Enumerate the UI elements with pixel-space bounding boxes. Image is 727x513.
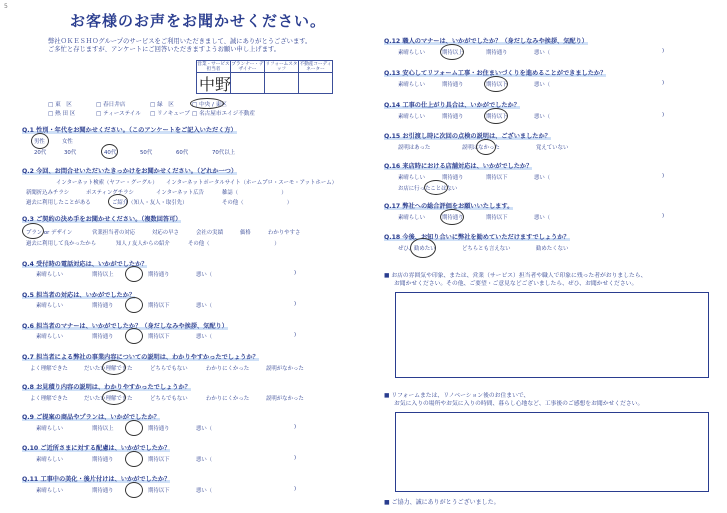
store-selection-mark	[190, 98, 224, 109]
q14-opt-4[interactable]: 悪い（	[534, 114, 551, 120]
q17-opt-2[interactable]: 期待通り	[442, 215, 464, 221]
q1-age-70s[interactable]: 70代以上	[212, 150, 236, 156]
comment-b-line-1: ■ リフォームまたは、リノベーション後のお住まいで、	[384, 393, 530, 399]
q3-opt-speed[interactable]: 対応の早さ	[152, 230, 179, 236]
q6-opt-2[interactable]: 期待通り	[92, 334, 114, 340]
q2-label: Q.2 今回、お問合せいただいたきっかけをお聞かせください。（どれか一つ）	[22, 168, 238, 175]
q11-opt-4[interactable]: 悪い（	[196, 488, 213, 494]
q1-age-20s[interactable]: 20代	[34, 150, 47, 156]
q7-opt-3[interactable]: どちらでもない	[150, 366, 188, 372]
q8-opt-3[interactable]: どちらでもない	[150, 396, 188, 402]
q7-opt-2[interactable]: だいたい理解できた	[84, 366, 133, 372]
comment-a-line-2: お聞かせください。その他、ご要望・ご意見などございましたら、ぜひ、お聞かせください。	[394, 281, 638, 287]
q3-answer-mark	[22, 223, 44, 239]
q9-opt-1[interactable]: 素晴らしい	[36, 426, 63, 432]
q6-label: Q.6 担当者のマナーは、いかがでしたか？（身だしなみや挨拶、気配り）	[22, 323, 228, 330]
q5-opt-3[interactable]: 期待以下	[148, 303, 170, 309]
q2-opt-search[interactable]: インターネット検索（ヤフー・グーグル）	[56, 180, 158, 186]
q14-close-paren: )	[662, 112, 665, 118]
q3-opt-other[interactable]: その他（ ）	[188, 241, 280, 247]
comment-b-line-2: お気に入りの場所やお気に入りの時間、暮らし心地など、工事後のご感想をお聞かせください。	[394, 401, 644, 407]
q10-opt-4[interactable]: 悪い（	[196, 457, 213, 463]
q15-opt-2[interactable]: 説明はなかった	[462, 145, 500, 151]
q8-opt-1[interactable]: よく理解できた	[30, 396, 68, 402]
q8-opt-2[interactable]: だいたい理解できた	[84, 396, 133, 402]
q3-opt-referral[interactable]: 知人 / 友人からの紹介	[116, 241, 170, 247]
q6-close-paren: )	[294, 332, 297, 338]
q10-answer-mark	[125, 451, 143, 467]
store-teastyle[interactable]: □ ティーステイル	[96, 111, 141, 117]
q1-female[interactable]: 女性	[62, 139, 73, 145]
q16-close-paren: )	[662, 173, 665, 179]
q11-opt-2[interactable]: 期待通り	[92, 488, 114, 494]
q6-opt-1[interactable]: 素晴らしい	[36, 334, 63, 340]
store-renocube[interactable]: □ リノキューブ	[150, 111, 190, 117]
q3-opt-past[interactable]: 過去に利用して良かったから	[26, 241, 97, 247]
q16-opt-3[interactable]: 期待以下	[486, 175, 508, 181]
q16-label: Q.16 来店時における店舗対応は、いかがでしたか？	[384, 163, 533, 170]
q13-opt-1[interactable]: 素晴らしい	[398, 82, 425, 88]
q8-opt-5[interactable]: 説明がなかった	[266, 396, 304, 402]
q4-opt-4[interactable]: 悪い（	[196, 272, 213, 278]
q13-label: Q.13 安心してリフォーム工事・お住まいづくりを進めることができましたか？	[384, 70, 607, 77]
intro-line-2: ご多忙と存じますが、アンケートにご回答いただきますようお願い申し上げます。	[48, 46, 281, 53]
q13-close-paren: )	[662, 80, 665, 86]
q12-close-paren: )	[662, 48, 665, 54]
q15-opt-3[interactable]: 覚えていない	[536, 145, 569, 151]
store-midori[interactable]: □ 緑 区	[150, 102, 174, 108]
q2-opt-other[interactable]: その他（ ）	[222, 200, 293, 206]
q1-label: Q.1 性別・年代をお聞かせください。（このアンケートをご記入いただく方）	[22, 127, 237, 134]
q17-close-paren: )	[662, 213, 665, 219]
q18-opt-2[interactable]: どちらとも言えない	[462, 246, 511, 252]
q14-label: Q.14 工事の仕上がり具合は、いかがでしたか？	[384, 102, 520, 109]
q2-opt-newspaper[interactable]: 新聞折込みチラシ	[26, 190, 70, 196]
staff-cell-reform[interactable]	[265, 73, 299, 94]
q18-label: Q.18 今後、お知り合いに弊社を勧めていただけますでしょうか？	[384, 234, 570, 241]
q16-opt-4[interactable]: 悪い（	[534, 175, 551, 181]
q5-opt-1[interactable]: 素晴らしい	[36, 303, 63, 309]
q10-opt-2[interactable]: 期待通り	[92, 457, 114, 463]
q9-opt-4[interactable]: 悪い（	[196, 426, 213, 432]
q7-answer-mark	[102, 360, 126, 375]
q2-answer-mark	[108, 194, 128, 209]
q11-label: Q.11 工事中の美化・後片付けは、いかがでしたか？	[22, 476, 171, 483]
q5-answer-mark	[125, 297, 143, 313]
q17-opt-1[interactable]: 素晴らしい	[398, 215, 425, 221]
q12-opt-3[interactable]: 期待通り	[486, 50, 508, 56]
staff-cell-planner[interactable]	[231, 73, 265, 94]
q9-opt-3[interactable]: 期待通り	[148, 426, 170, 432]
staff-header-sales: 営業・サービス担当者	[197, 61, 230, 72]
q3-opt-clarity[interactable]: わかりやすさ	[268, 230, 301, 236]
q18-opt-3[interactable]: 勧めたくない	[536, 246, 569, 252]
store-chuo[interactable]: □ 中央 / 東区	[192, 102, 227, 108]
q18-answer-mark	[410, 238, 436, 258]
q15-opt-1[interactable]: 説明はあった	[398, 145, 431, 151]
q10-close-paren: )	[294, 455, 297, 461]
q16-answer-mark	[424, 180, 448, 195]
q1-age-60s[interactable]: 60代	[176, 150, 189, 156]
q12-opt-1[interactable]: 素晴らしい	[398, 50, 425, 56]
store-higashi[interactable]: □ 東 区	[48, 102, 72, 108]
q3-opt-record[interactable]: 会社の実績	[196, 230, 223, 236]
q2-opt-posting[interactable]: ポスティングチラシ	[86, 190, 134, 196]
q12-label: Q.12 職人のマナーは、いかがでしたか？（身だしなみや挨拶、気配り）	[384, 38, 588, 45]
q2-opt-webad[interactable]: インターネット広告	[156, 190, 205, 196]
q4-opt-2[interactable]: 期待以上	[92, 272, 114, 278]
q6-opt-4[interactable]: 悪い（	[196, 334, 213, 340]
q14-opt-1[interactable]: 素晴らしい	[398, 114, 425, 120]
page-number: 5	[4, 3, 8, 10]
q10-label: Q.10 ご近所さまに対する配慮は、いかがでしたか？	[22, 445, 171, 452]
q11-opt-1[interactable]: 素晴らしい	[36, 488, 63, 494]
q1-age-30s[interactable]: 30代	[64, 150, 77, 156]
q13-opt-2[interactable]: 期待通り	[442, 82, 464, 88]
q8-answer-mark	[102, 390, 126, 405]
q5-close-paren: )	[294, 301, 297, 307]
q3-opt-plan[interactable]: プラン or デザイン	[26, 230, 73, 236]
q16-opt-never[interactable]: お店に行ったことはない	[398, 186, 458, 192]
q7-opt-5[interactable]: 説明がなかった	[266, 366, 304, 372]
q9-answer-mark	[125, 420, 143, 436]
q14-answer-mark	[484, 108, 508, 124]
staff-header-realestate: 不動産コーディネーター	[299, 61, 332, 72]
q1-age-mark	[101, 144, 118, 159]
q4-label: Q.4 受付時の電話対応は、いかがでしたか？	[22, 261, 148, 268]
q16-opt-2[interactable]: 期待通り	[442, 175, 464, 181]
q4-opt-1[interactable]: 素晴らしい	[36, 272, 63, 278]
q3-opt-staff[interactable]: 営業担当者の対応	[92, 230, 136, 236]
q13-answer-mark	[484, 76, 508, 92]
q11-answer-mark	[125, 482, 143, 498]
q6-answer-mark	[125, 328, 143, 344]
handwritten-staff-name: 中野	[199, 75, 232, 94]
q13-opt-4[interactable]: 悪い（	[534, 82, 551, 88]
intro-line-1: 弊社ＯＫＥＳＨＯグループのサービスをご利用いただきまして、誠にありがとうございます。	[48, 38, 312, 45]
q15-answer-mark	[476, 139, 496, 155]
q4-answer-mark	[125, 266, 143, 282]
q17-label: Q.17 弊社への総合評価をお願いいたします。	[384, 203, 514, 210]
q8-label: Q.8 お見積り内容の説明は、わかりやすかったでしょうか？	[22, 384, 191, 391]
q10-opt-3[interactable]: 期待以下	[148, 457, 170, 463]
store-atsuta[interactable]: □ 熱 田 区	[48, 111, 76, 117]
footer-thanks: ■ ご協力、誠にありがとうございました。	[384, 499, 500, 506]
q2-opt-magazine[interactable]: 雑誌（ ）	[222, 190, 287, 196]
q17-opt-3[interactable]: 期待以下	[486, 215, 508, 221]
q7-opt-4[interactable]: わかりにくかった	[206, 366, 250, 372]
q9-opt-2[interactable]: 期待以上	[92, 426, 114, 432]
q3-label: Q.3 ご契約の決め手をお聞かせください。（複数回答可）	[22, 216, 182, 223]
q18-opt-1[interactable]: ぜひ、勧めたい	[398, 246, 436, 252]
q16-opt-1[interactable]: 素晴らしい	[398, 175, 425, 181]
q1-gender-mark	[31, 133, 49, 149]
comment-a-box[interactable]	[395, 292, 709, 378]
q5-label: Q.5 担当者の対応は、いかがでしたか？	[22, 292, 136, 299]
comment-a-line-1: ■ お店の雰囲気や印象、または、営業（サービス）担当者や職人で印象に残った者がおりましたら、	[384, 273, 647, 279]
store-kasugai[interactable]: □ 春日井店	[96, 102, 126, 108]
q14-opt-3[interactable]: 期待以下	[486, 114, 508, 120]
q3-opt-price[interactable]: 価格	[240, 230, 251, 236]
q12-opt-2[interactable]: 期待以上	[442, 50, 464, 56]
q9-label: Q.9 ご提案の商品やプランは、いかがでしたか？	[22, 414, 160, 421]
staff-header-reform: リフォームスタッフ	[265, 61, 298, 72]
q12-answer-mark	[440, 44, 464, 60]
q1-age-40s[interactable]: 40代	[104, 150, 117, 156]
q4-opt-3[interactable]: 期待通り	[148, 272, 170, 278]
store-age-realestate[interactable]: □ 名古屋市エイジ不動産	[192, 111, 256, 117]
page-title: お客様のお声をお聞かせください。	[70, 12, 327, 30]
q5-opt-4[interactable]: 悪い（	[196, 303, 213, 309]
staff-header-planner: プランナー・デザイナー	[231, 61, 264, 72]
q11-close-paren: )	[294, 486, 297, 492]
q1-age-50s[interactable]: 50代	[140, 150, 153, 156]
q15-label: Q.15 お引渡し時に次回の点検の説明は、ございましたか？	[384, 133, 551, 140]
q17-opt-4[interactable]: 悪い（	[534, 215, 551, 221]
q5-opt-2[interactable]: 期待通り	[92, 303, 114, 309]
q17-answer-mark	[440, 209, 464, 225]
q7-opt-1[interactable]: よく理解できた	[30, 366, 68, 372]
q7-label: Q.7 担当者による弊社の事業内容についての説明は、わかりやすかったでしょうか？	[22, 354, 259, 361]
staff-cell-realestate[interactable]	[299, 73, 333, 94]
q2-opt-past[interactable]: 過去に利用したことがある	[26, 200, 91, 206]
q2-opt-portal[interactable]: インターネットポータルサイト（ホームプロ・スーモ・アットホーム）	[166, 180, 337, 186]
q2-opt-referral[interactable]: ご紹介（知人・友人・取引先）	[112, 200, 188, 206]
q14-opt-2[interactable]: 期待通り	[442, 114, 464, 120]
q11-opt-3[interactable]: 期待以下	[148, 488, 170, 494]
q6-opt-3[interactable]: 期待以下	[148, 334, 170, 340]
q1-male[interactable]: 男性	[34, 139, 45, 145]
comment-b-box[interactable]	[395, 412, 709, 492]
q12-opt-4[interactable]: 悪い（	[534, 50, 551, 56]
q13-opt-3[interactable]: 期待以下	[486, 82, 508, 88]
q8-opt-4[interactable]: わかりにくかった	[206, 396, 250, 402]
q10-opt-1[interactable]: 素晴らしい	[36, 457, 63, 463]
q4-close-paren: )	[294, 270, 297, 276]
q9-close-paren: )	[294, 424, 297, 430]
